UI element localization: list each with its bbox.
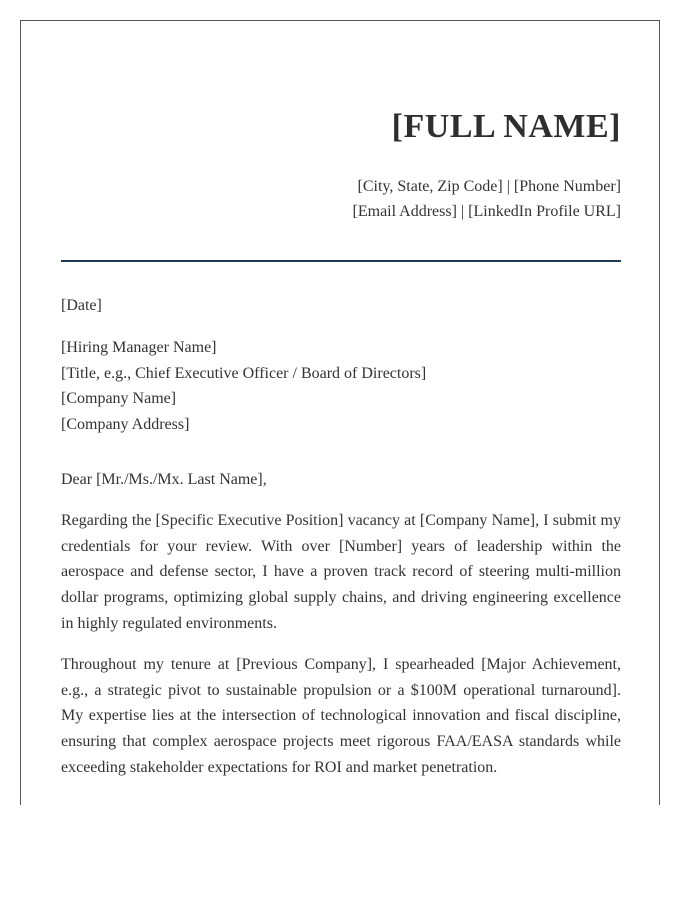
letter-date: [Date] (61, 297, 102, 314)
recipient-block (61, 335, 426, 438)
recipient-address: [Company Address] (61, 416, 190, 434)
recipient-company: [Company Name] (61, 390, 177, 408)
header-divider (61, 260, 621, 262)
contact-line-email-linkedin: [Email Address] | [LinkedIn Profile URL] (352, 203, 621, 220)
letter-page (20, 20, 660, 805)
full-name-heading: [FULL NAME] (391, 108, 621, 145)
body-paragraph: Throughout my tenure at [Previous Company], I spearheaded [Major Achievement, e.g., a strategic pivot to sustainable propulsion or a $100M operational turnaround]. My expertise lies at the intersection of technological innovation and fiscal discipline, ensuring that complex aerospace projects meet rigorous FAA/EASA standards while exceeding stakeholder expectations for ROI and market penetration. (61, 656, 621, 776)
salutation: Dear [Mr./Ms./Mx. Last Name], (61, 471, 267, 488)
recipient-name: [Hiring Manager Name] (61, 339, 217, 356)
body-paragraph: Regarding the [Specific Executive Position] vacancy at [Company Name], I submit my credentials for your review. With over [Number] years of leadership within the aerospace and defense sector, I have a proven track record of steering multi-million dollar programs, optimizing global supply chains, and driving engineering excellence in highly regulated environments. (61, 512, 621, 632)
contact-block (353, 174, 621, 224)
recipient-title: [Title, e.g., Chief Executive Officer / Board of Directors] (61, 364, 427, 382)
contact-line-address-phone: [City, State, Zip Code] | [Phone Number] (357, 178, 621, 195)
